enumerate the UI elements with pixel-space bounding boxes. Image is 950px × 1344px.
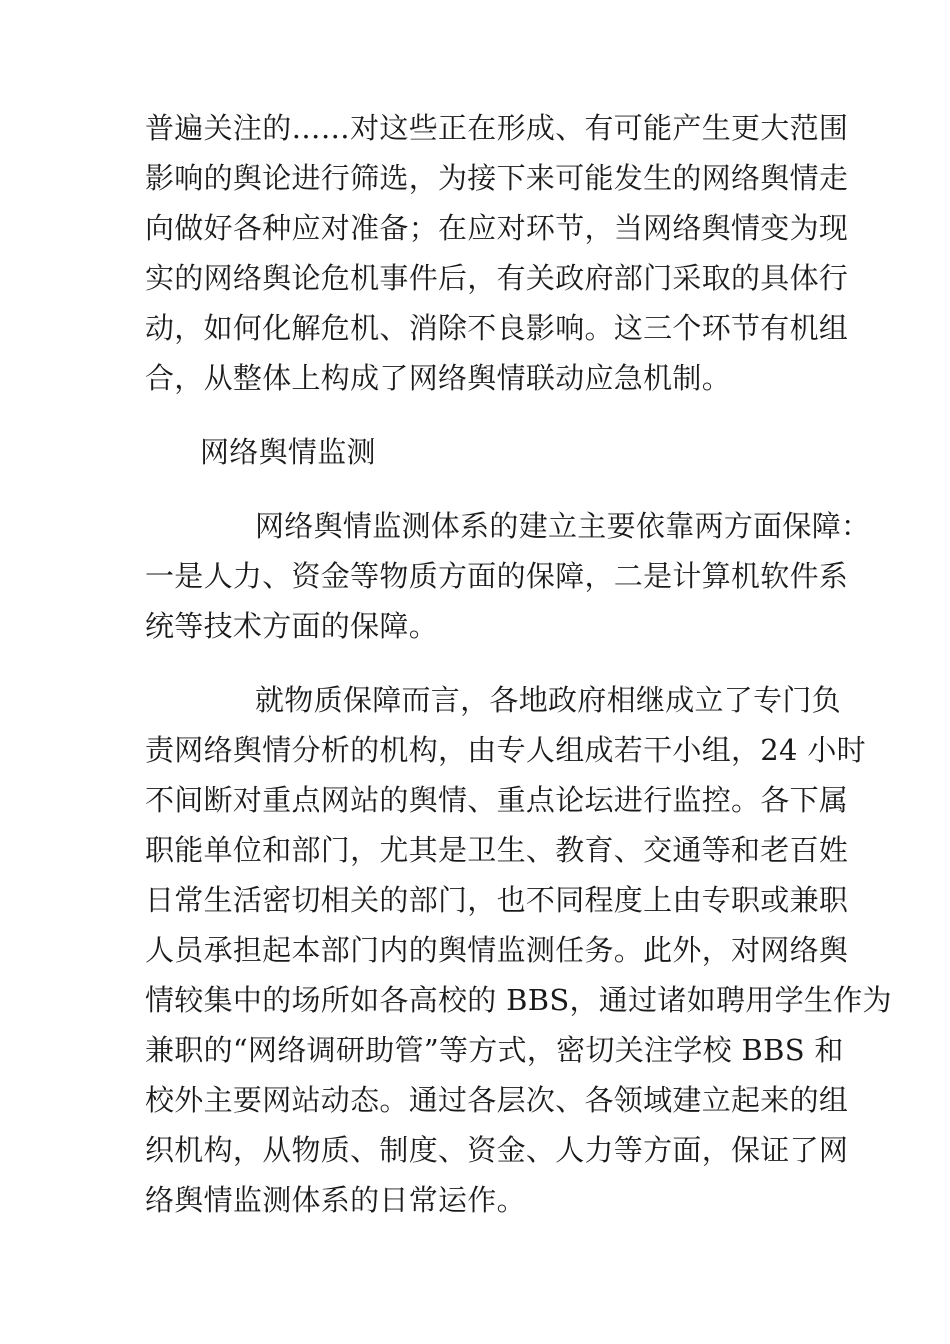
- text-line: 一是人力、资金等物质方面的保障，二是计算机软件系: [145, 559, 849, 593]
- text-line: 情较集中的场所如各高校的 BBS，通过诸如聘用学生作为: [145, 983, 892, 1017]
- text-line: 普遍关注的……对这些正在形成、有可能产生更大范围: [145, 111, 849, 145]
- text-line: 校外主要网站动态。通过各层次、各领域建立起来的组: [145, 1083, 849, 1117]
- text-line: 影响的舆论进行筛选，为接下来可能发生的网络舆情走: [145, 161, 849, 195]
- text-line: 日常生活密切相关的部门，也不同程度上由专职或兼职: [145, 883, 849, 917]
- text-line: 网络舆情监测体系的建立主要依靠两方面保障：: [255, 509, 871, 543]
- text-line: 人员承担起本部门内的舆情监测任务。此外，对网络舆: [145, 933, 849, 967]
- text-line: 不间断对重点网站的舆情、重点论坛进行监控。各下属: [145, 783, 849, 817]
- text-line: 实的网络舆论危机事件后，有关政府部门采取的具体行: [145, 261, 849, 295]
- text-line: 动，如何化解危机、消除不良影响。这三个环节有机组: [145, 311, 849, 345]
- text-line: 织机构，从物质、制度、资金、人力等方面，保证了网: [145, 1133, 849, 1167]
- text-line: 合，从整体上构成了网络舆情联动应急机制。: [145, 361, 732, 395]
- text-line: 责网络舆情分析的机构，由专人组成若干小组，24 小时: [145, 733, 866, 767]
- text-line: 向做好各种应对准备；在应对环节，当网络舆情变为现: [145, 211, 849, 245]
- text-line: 络舆情监测体系的日常运作。: [145, 1183, 526, 1217]
- text-line: 统等技术方面的保障。: [145, 609, 439, 643]
- section-heading: 网络舆情监测: [200, 435, 376, 469]
- text-line: 就物质保障而言，各地政府相继成立了专门负: [255, 683, 842, 717]
- text-line: 职能单位和部门，尤其是卫生、教育、交通等和老百姓: [145, 833, 849, 867]
- text-line: 兼职的“网络调研助管”等方式，密切关注学校 BBS 和: [145, 1033, 844, 1067]
